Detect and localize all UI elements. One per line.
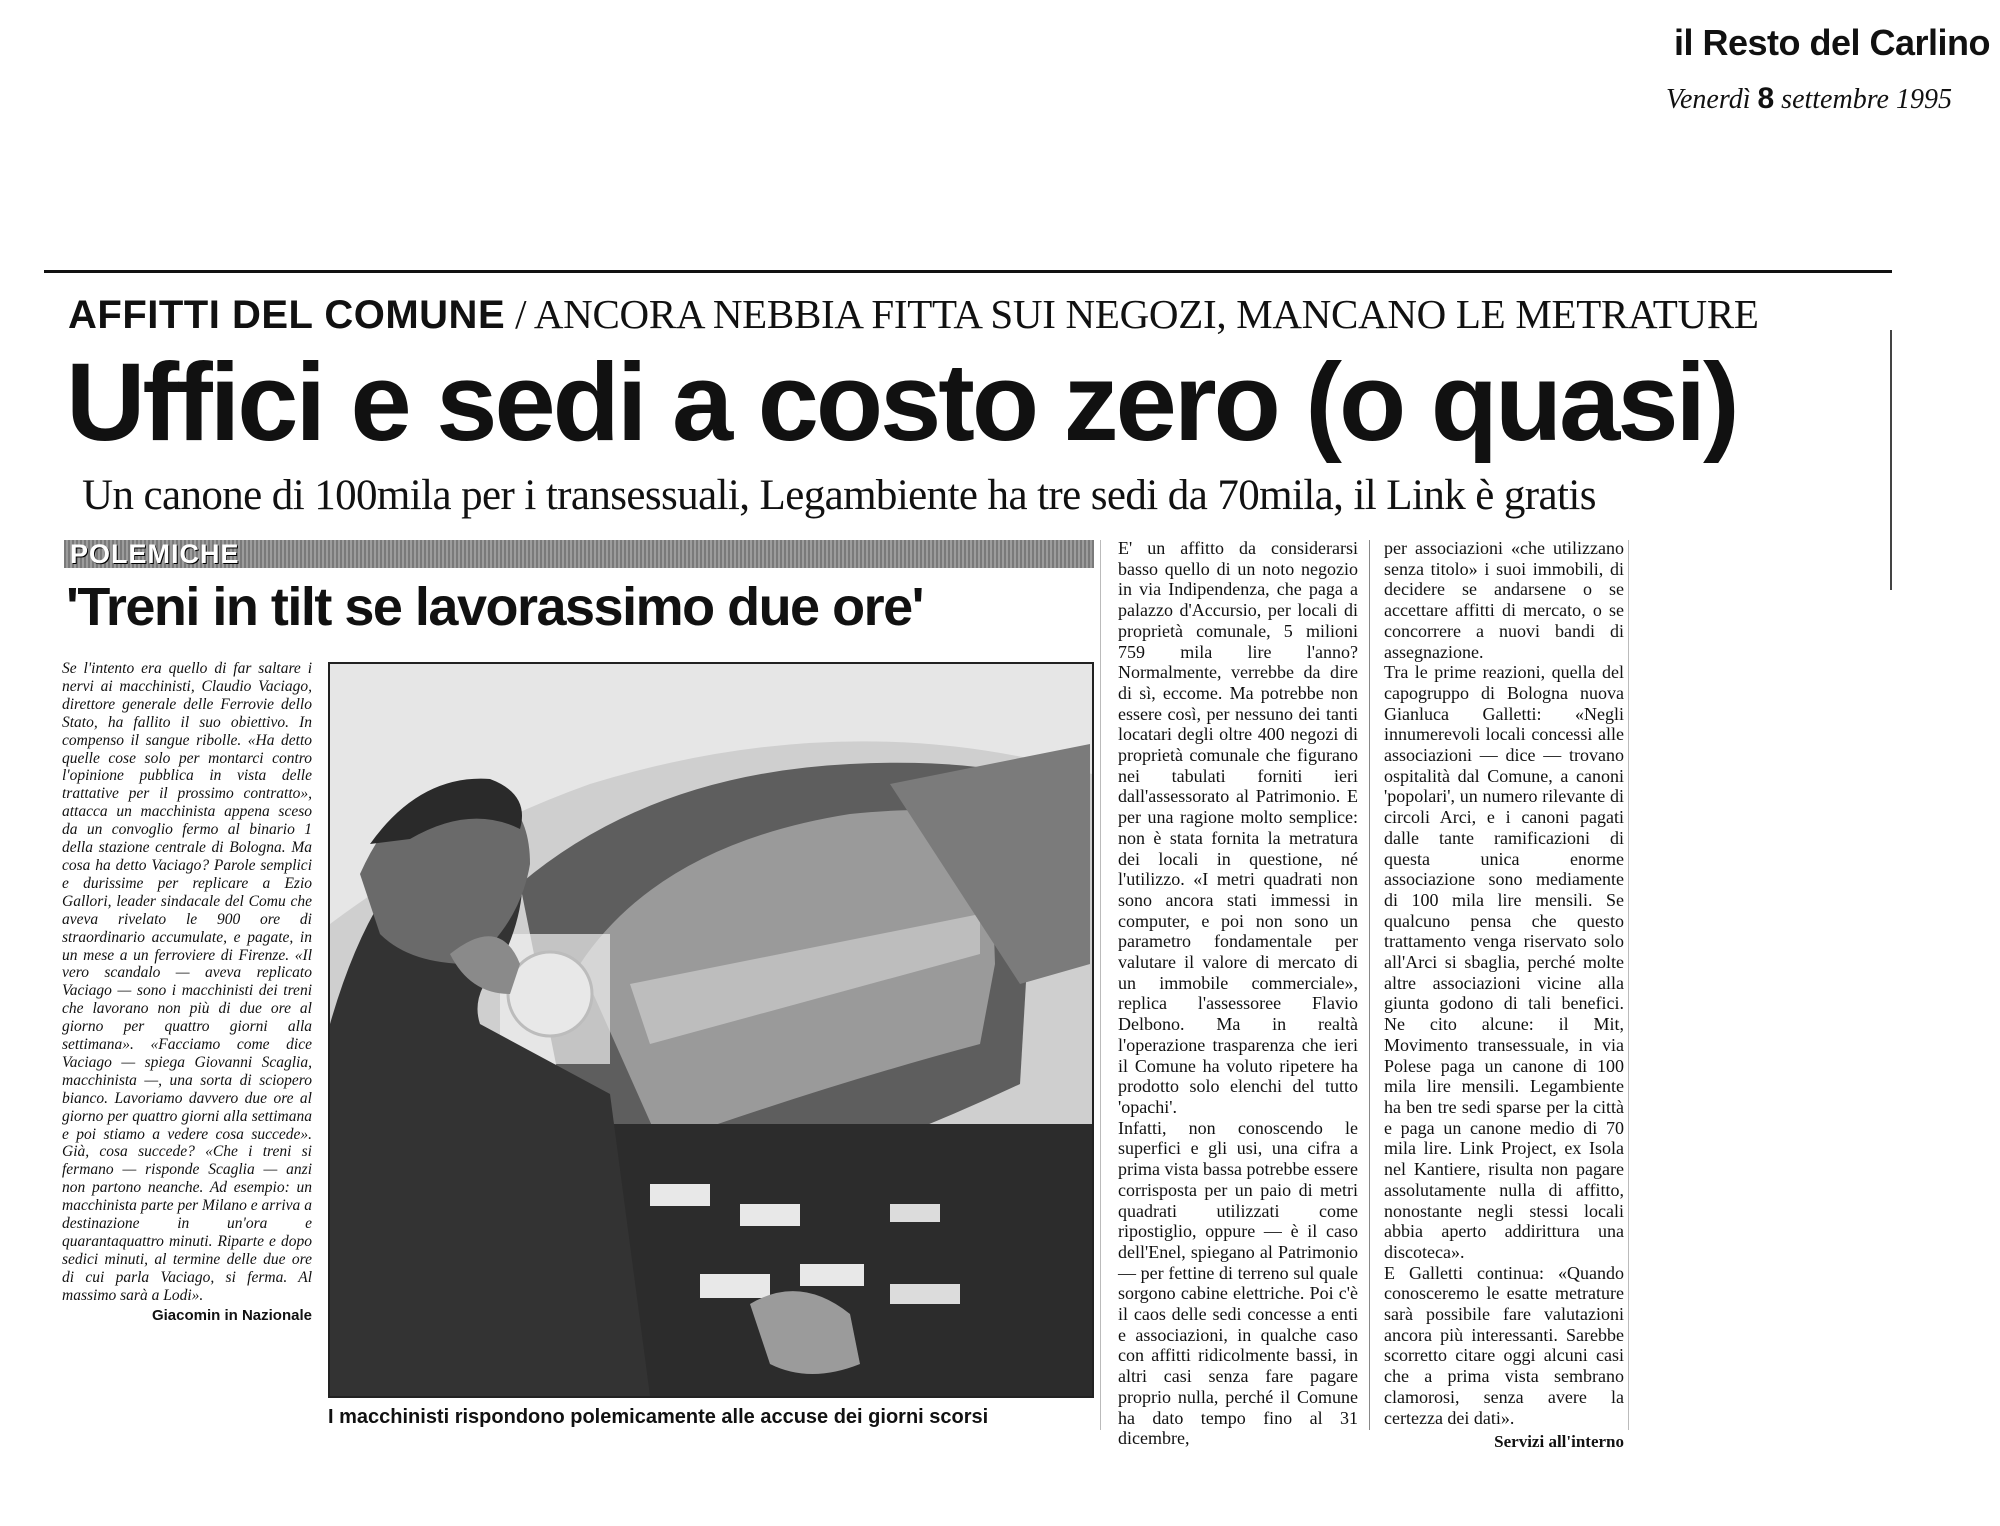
article-column-2 [1384, 538, 1624, 1453]
date-day: 8 [1757, 82, 1775, 115]
sidebar-text: Se l'intento era quello di far saltare i nervi ai macchinisti, Claudio Vaciago, direttore generale delle Ferrovie dello Stato, ha fallito il suo obiettivo. In compenso il sangue ribolle. «Ha detto quelle cose solo per montarci contro l'opinione pubblica in vista delle trattative per il prossimo contratto», attacca un macchinista appena sceso da un convoglio fermo al binario 1 della stazione centrale di Bologna. Ma cosa ha detto Vaciago? Parole semplici e durissime per replicare a Ezio Gallori, leader sindacale del Comu che aveva rivelato le 900 ore di straordinario accumulate, e pagate, in un mese a un ferroviere di Firenze. «Il vero scandalo — aveva replicato Vaciago — sono i macchinisti dei treni che lavorano non più di due ore al giorno per quattro giorni alla settimana». «Facciamo come dice Vaciago — spiega Giovanni Scaglia, macchinista —, una sorta di sciopero bianco. Lavoriamo davvero due ore al giorno per quattro giorni alla settimana e poi stiamo a vedere cosa succede». Già, cosa succede? «Che i treni si fermano — risponde Scaglia — anzi non partono neanche. Ad esempio: un macchinista parte per Milano e arriva a destinazione in un'ora e quarantaquattro minuti. Riparte e dopo sedici minuti, al termine delle due ore di cui parla Vaciago, si ferma. Al massimo sarà a Lodi». [62, 660, 312, 1304]
article-paragraph: E' un affitto da considerarsi basso quello di un noto negozio in via Indipendenza, che paga a palazzo d'Accursio, per locali di proprietà comunale, 5 milioni 759 mila lire l'anno? Normalmente, verrebbe da dire di sì, eccome. Ma potrebbe non essere così, per nessuno dei tanti locatari degli oltre 400 negozi di proprietà comunale che figurano nei tabulati forniti ieri dall'assessorato al Patrimonio. E per una ragione molto semplice: non è stata fornita la metratura dei locali in questione, né l'utilizzo. «I metri quadrati non sono ancora stati immessi in computer, e poi non sono un parametro fondamentale per valutare il valore di mercato di un immobile commerciale», replica l'assessoree Flavio Delbono. Ma in realtà l'operazione trasparenza che ieri il Comune ha voluto ripetere ha prodotto solo elenchi del tutto 'opachi'. [1118, 538, 1358, 1117]
article-paragraph: per associazioni «che utilizzano senza titolo» i suoi immobili, di decidere se andarsene o se accettare affitti di mercato, o se concorrere a nuovi bandi di assegnazione. [1384, 538, 1624, 662]
article-credit: Servizi all'interno [1494, 1432, 1624, 1452]
sidebar-headline: 'Treni in tilt se lavorassimo due ore' [66, 577, 923, 637]
date-rest: settembre 1995 [1781, 84, 1952, 115]
kicker-subtitle: ANCORA NEBBIA FITTA SUI NEGOZI, MANCANO LE METRATURE [533, 291, 1759, 337]
date-weekday: Venerdì [1665, 84, 1751, 115]
train-cab-photo [328, 662, 1094, 1398]
article-paragraph: E Galletti continua: «Quando conosceremo le esatte metrature sarà possibile fare valutazioni ancora più interessanti. Sarebbe scorretto citare oggi alcuni casi che a prima vista sembrano clamorosi, senza avere la certezza dei dati». [1384, 1262, 1624, 1428]
article-paragraph: Infatti, non conoscendo le superfici e gli usi, una cifra a prima vista bassa potrebbe essere corrisposta per un paio di metri quadrati utilizzati come ripostiglio, oppure — è il caso dell'Enel, spiegano al Patrimonio — per fettine di terreno sul quale sorgono cabine elettriche. Poi c'è il caos delle sedi concesse a enti e associazioni, in qualche caso con affitti ridicolmente bassi, in altri casi senza fare pagare proprio nulla, perché il Comune ha dato tempo fino al 31 dicembre, [1118, 1117, 1358, 1449]
kicker-section: AFFITTI DEL COMUNE [68, 293, 506, 337]
kicker [68, 290, 1888, 339]
kicker-separator: / [505, 291, 534, 337]
photo-illustration [330, 664, 1092, 1396]
masthead-title: il Resto del Carlino [1673, 22, 1990, 63]
article-column-1 [1118, 538, 1358, 1449]
masthead-date [1666, 82, 1952, 116]
sidebar-body [62, 660, 312, 1325]
subheadline: Un canone di 100mila per i transessuali, Legambiente ha tre sedi da 70mila, il Link è gratis [82, 472, 1596, 519]
right-edge-rule [1890, 330, 1892, 590]
photo-caption: I macchinisti rispondono polemicamente alle accuse dei giorni scorsi [328, 1406, 989, 1428]
column-divider [1628, 540, 1629, 1430]
top-rule [44, 270, 1892, 273]
sidebar-signature: Giacomin in Nazionale [151, 1306, 312, 1324]
main-headline: Uffici e sedi a costo zero (o quasi) [66, 341, 1737, 464]
article-paragraph: Tra le prime reazioni, quella del capogruppo di Bologna nuova Gianluca Galletti: «Negli innumerevoli locali concessi alle associazioni — dice — trovano ospitalità dal Comune, a canoni 'popolari', un numero rilevante di circoli Arci, e i canoni pagati dalle tante ramificazioni di questa unica enorme associazione sono mediamente di 100 mila lire mensili. Se qualcuno pensa che questo trattamento venga riservato solo all'Arci si sbaglia, perché molte altre associazioni vicine alla giunta godono di tali benefici. Ne cito alcune: il Mit, Movimento transessuale, in via Polese paga un canone di 100 mila lire mensili. Legambiente ha ben tre sedi sparse per la città e paga un canone medio di 70 mila lire. Link Project, ex Isola nel Kantiere, risulta non pagare assolutamente nulla di affitto, nonostante negli stessi locali abbia aperto addirittura una discoteca». [1384, 662, 1624, 1262]
section-tag: POLEMICHE [70, 539, 240, 569]
column-divider [1100, 540, 1101, 1430]
column-divider [1369, 540, 1370, 1430]
